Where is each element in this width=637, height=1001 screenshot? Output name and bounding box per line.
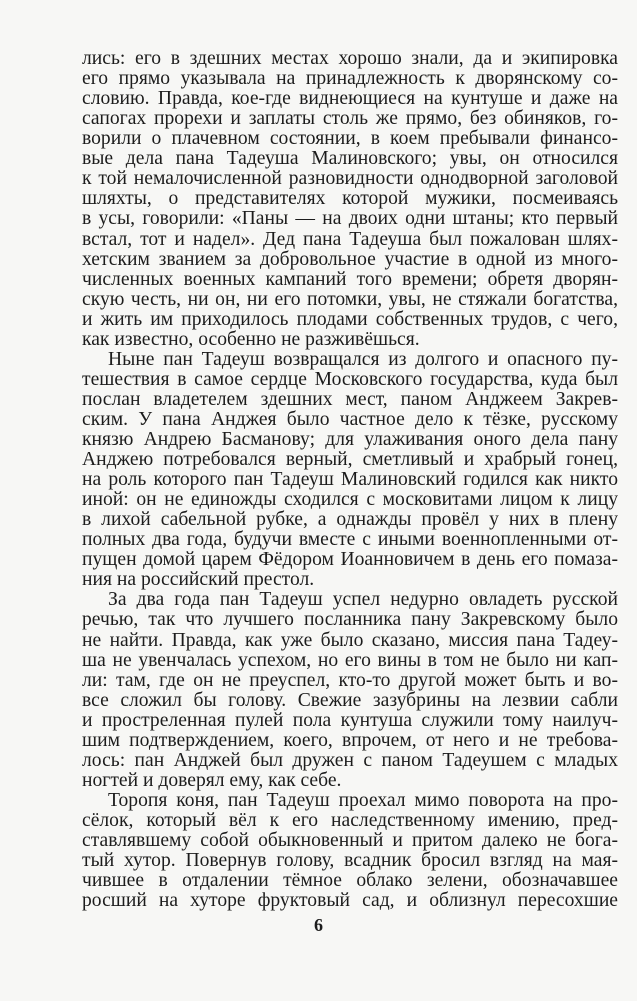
text-line: скую честь, ни он, ни его потомки, увы, не стяжали богатства, — [82, 288, 618, 310]
text-line: ли: там, где он не преуспел, кто-то другой может быть и во- — [82, 669, 618, 691]
text-line: его прямо указывала на принадлежность к дворянскому со- — [82, 68, 618, 89]
text-line: За два года пан Тадеуш успел недурно овладеть русской — [108, 589, 618, 611]
text-line: Торопя коня, пан Тадеуш проехал мимо поворота на про- — [108, 789, 618, 811]
text-line: вые дела пана Тадеуша Малиновского; увы, он относился — [82, 148, 618, 170]
text-line: на роль которого пан Тадеуш Малиновский годился как никто — [82, 469, 618, 491]
text-line: и жить им приходилось плодами собственных трудов, с чего, — [82, 308, 618, 330]
text-line: лись: его в здешних местах хорошо знали, да и экипировка — [82, 48, 618, 69]
text-line: шляхты, о представителях которой мужики, посмеиваясь — [82, 188, 618, 210]
text-line: ша не увенчалась успехом, но его вины в том не было ни кап- — [82, 649, 618, 671]
text-line: чившее в отдалении тёмное облако зелени, обозначавшее — [82, 870, 618, 892]
text-line: тешествия в самое сердце Московского государства, куда был — [82, 368, 618, 390]
text-line: князю Андрею Басманову; для улаживания оного дела пану — [82, 428, 618, 450]
text-line: иной: он не единожды сходился с московитами лицом к лицу — [82, 489, 618, 511]
text-line: в лихой сабельной рубке, а однажды провёл у них в плену — [82, 509, 618, 531]
text-line: сапогах прорехи и заплаты столь же прямо, без обиняков, го- — [82, 108, 618, 130]
text-line: хетским званием за добровольное участие в одной из много- — [82, 248, 618, 270]
text-line: ским. У пана Анджея было частное дело к тёзке, русскому — [82, 408, 618, 430]
text-line: к той немалочисленной разновидности однодворной заголовой — [82, 168, 618, 190]
text-line: полных два года, будучи вместе с иными военнопленными от- — [82, 529, 618, 551]
text-line: тый хутор. Повернув голову, всадник бросил взгляд на мая- — [82, 850, 618, 871]
text-line: как известно, особенно не разживёшься. — [82, 328, 420, 350]
text-line: Ныне пан Тадеуш возвращался из долгого и опасного пу- — [108, 348, 618, 370]
text-line: словию. Правда, кое-где виднеющиеся на кунтуше и даже на — [82, 88, 618, 110]
text-line: шим подтверждением, коего, впрочем, от него и не требова- — [82, 729, 618, 751]
page-number: 6 — [314, 915, 323, 935]
text-line: все сложил бы голову. Свежие зазубрины на лезвии сабли — [82, 689, 618, 711]
text-line: Анджею потребовался верный, сметливый и храбрый гонец, — [82, 449, 618, 470]
text-line: ногтей и доверял ему, как себе. — [82, 769, 342, 791]
text-line: численных военных кампаний того времени; обретя дворян- — [82, 268, 618, 290]
text-line: пущен домой царем Фёдором Иоанновичем в день его помаза- — [82, 549, 618, 571]
text-line: послан владетелем здешних мест, паном Анджеем Закрев- — [82, 388, 618, 410]
text-line: встал, тот и надел». Дед пана Тадеуша был пожалован шлях- — [82, 228, 618, 250]
text-line: лось: пан Анджей был дружен с паном Тадеушем с младых — [82, 749, 618, 771]
text-line: не найти. Правда, как уже было сказано, миссия пана Тадеу- — [82, 629, 618, 651]
text-line: речью, так что лучшего посланника пану Закревскому было — [82, 609, 618, 631]
text-line: сёлок, который вёл к его наследственному имению, пред- — [82, 809, 618, 831]
text-line: в усы, говорили: «Паны — на двоих одни штаны; кто первый — [82, 208, 618, 230]
text-line: ворили о плачевном состоянии, в коем пребывали финансо- — [82, 128, 618, 150]
text-line: ставлявшему собой обыкновенный и притом далеко не богa- — [82, 830, 618, 851]
text-line: и простреленная пулей пола кунтуша служили тому наилуч- — [82, 709, 618, 731]
text-line: ния на российский престол. — [82, 569, 315, 591]
text-line: росший на хуторе фруктовый сад, и облизнул пересохшие — [82, 890, 618, 912]
